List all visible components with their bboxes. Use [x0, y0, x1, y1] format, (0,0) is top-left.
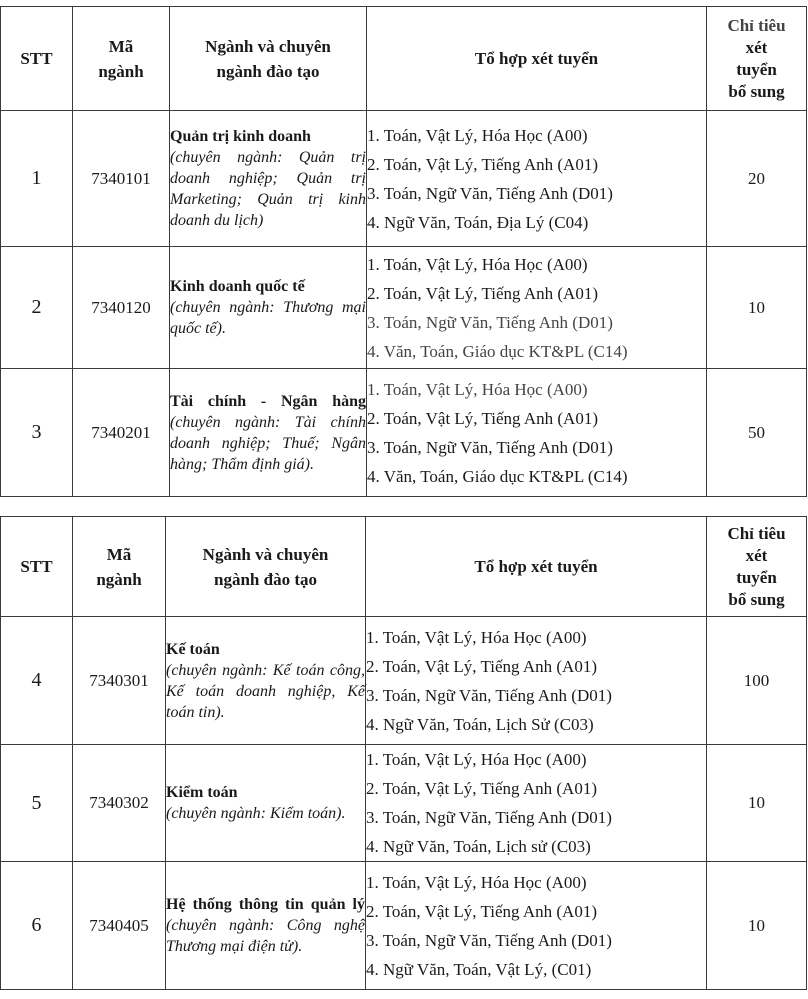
- table-row: [1, 745, 807, 862]
- header-major-code-line-2: ngành: [96, 569, 142, 589]
- combination-item: 3. Toán, Ngữ Văn, Tiếng Anh (D01): [367, 183, 613, 203]
- row-major: [170, 111, 367, 247]
- header-major-line-2: ngành đào tạo: [214, 569, 317, 589]
- admission-table-part-2: [0, 516, 807, 990]
- header-quota: [707, 517, 807, 617]
- row-major-code: 7340302: [73, 745, 166, 862]
- table-row: [1, 369, 807, 497]
- row-stt: 6: [1, 862, 73, 990]
- combination-item: 2. Toán, Vật Lý, Tiếng Anh (A01): [366, 901, 597, 921]
- table-row: [1, 111, 807, 247]
- row-combinations: [366, 862, 707, 990]
- header-combinations: Tổ hợp xét tuyển: [367, 7, 707, 111]
- combination-item: 4. Văn, Toán, Giáo dục KT&PL (C14): [367, 466, 628, 486]
- row-quota: 20: [707, 111, 807, 247]
- combination-item: 1. Toán, Vật Lý, Hóa Học (A00): [366, 627, 587, 647]
- row-stt: 1: [1, 111, 73, 247]
- admission-table: [0, 6, 807, 497]
- row-major: [170, 247, 367, 369]
- header-quota-line-4: bổ sung: [728, 589, 785, 609]
- header-row: [1, 517, 807, 617]
- major-specialization: (chuyên ngành: Tài chính doanh nghiệp; Thuế; Ngân hàng; Thẩm định giá).: [170, 413, 366, 473]
- major-name: Kinh doanh quốc tế: [170, 278, 305, 295]
- header-major-code: [73, 7, 170, 111]
- combination-item: 4. Ngữ Văn, Toán, Vật Lý, (C01): [366, 959, 592, 979]
- combination-item: 2. Toán, Vật Lý, Tiếng Anh (A01): [367, 154, 598, 174]
- row-stt: 3: [1, 369, 73, 497]
- admission-table-part-1: [0, 6, 807, 497]
- major-name: Tài chính - Ngân hàng: [170, 392, 366, 410]
- combination-item: 4. Ngữ Văn, Toán, Lịch sử (C03): [366, 837, 591, 856]
- row-major: [166, 617, 366, 745]
- major-name: Quản trị kinh doanh: [170, 128, 311, 145]
- row-stt: 4: [1, 617, 73, 745]
- header-major-line-2: ngành đào tạo: [216, 61, 320, 81]
- header-quota-line-1: Chỉ tiêu: [727, 523, 786, 543]
- combination-item: 3. Toán, Ngữ Văn, Tiếng Anh (D01): [366, 930, 612, 950]
- combination-item: 4. Ngữ Văn, Toán, Lịch Sử (C03): [366, 714, 594, 734]
- header-major-code: [73, 517, 166, 617]
- row-major: [166, 745, 366, 862]
- row-major-code: 7340405: [73, 862, 166, 990]
- combination-item: 1. Toán, Vật Lý, Hóa Học (A00): [366, 750, 587, 769]
- row-quota: 10: [707, 745, 807, 862]
- header-major-code-line-2: ngành: [98, 61, 144, 81]
- combination-item: 1. Toán, Vật Lý, Hóa Học (A00): [367, 125, 588, 145]
- row-combinations: [367, 369, 707, 497]
- row-quota: 10: [707, 247, 807, 369]
- row-quota: 10: [707, 862, 807, 990]
- table-row: [1, 862, 807, 990]
- row-combinations: [367, 111, 707, 247]
- row-combinations: [366, 617, 707, 745]
- header-major: [170, 7, 367, 111]
- row-major-code: 7340101: [73, 111, 170, 247]
- header-quota-line-3: tuyển: [736, 567, 777, 587]
- row-stt: 2: [1, 247, 73, 369]
- row-major-code: 7340301: [73, 617, 166, 745]
- combination-item: 3. Toán, Ngữ Văn, Tiếng Anh (D01): [367, 312, 613, 332]
- major-specialization: (chuyên ngành: Thương mại quốc tế).: [170, 299, 366, 337]
- header-combinations: Tổ hợp xét tuyển: [366, 517, 707, 617]
- header-major-code-line-1: Mã: [106, 544, 132, 564]
- major-name: Kiểm toán: [166, 784, 238, 801]
- header-major-line-1: Ngành và chuyên: [205, 36, 331, 56]
- header-quota-line-2: xét: [745, 37, 768, 57]
- combination-item: 2. Toán, Vật Lý, Tiếng Anh (A01): [367, 408, 598, 428]
- header-quota-line-1: Chỉ tiêu: [727, 15, 786, 35]
- header-stt: STT: [1, 7, 73, 111]
- table-row: [1, 247, 807, 369]
- header-quota: [707, 7, 807, 111]
- combination-item: 3. Toán, Ngữ Văn, Tiếng Anh (D01): [367, 437, 613, 457]
- header-major: [166, 517, 366, 617]
- combination-item: 1. Toán, Vật Lý, Hóa Học (A00): [366, 872, 587, 892]
- combination-item: 3. Toán, Ngữ Văn, Tiếng Anh (D01): [366, 808, 612, 827]
- major-specialization: (chuyên ngành: Kiểm toán).: [166, 805, 346, 822]
- combination-item: 3. Toán, Ngữ Văn, Tiếng Anh (D01): [366, 685, 612, 705]
- table-row: [1, 617, 807, 745]
- combination-item: 1. Toán, Vật Lý, Hóa Học (A00): [367, 379, 588, 399]
- header-stt: STT: [1, 517, 73, 617]
- header-major-line-1: Ngành và chuyên: [202, 544, 329, 564]
- major-specialization: (chuyên ngành: Công nghệ Thương mại điện tử).: [166, 917, 365, 955]
- row-quota: 100: [707, 617, 807, 745]
- major-name: Kế toán: [166, 640, 220, 658]
- header-row: [1, 7, 807, 111]
- header-quota-line-4: bổ sung: [728, 81, 785, 101]
- row-stt: 5: [1, 745, 73, 862]
- combination-item: 2. Toán, Vật Lý, Tiếng Anh (A01): [366, 779, 597, 798]
- combination-item: 4. Ngữ Văn, Toán, Địa Lý (C04): [367, 212, 589, 232]
- row-combinations: [366, 745, 707, 862]
- header-quota-line-3: tuyển: [736, 59, 777, 79]
- combination-item: 1. Toán, Vật Lý, Hóa Học (A00): [367, 254, 588, 274]
- major-specialization: (chuyên ngành: Kế toán công, Kế toán doanh nghiệp, Kế toán tin).: [166, 661, 365, 721]
- combination-item: 2. Toán, Vật Lý, Tiếng Anh (A01): [367, 283, 598, 303]
- combination-item: 4. Văn, Toán, Giáo dục KT&PL (C14): [367, 341, 628, 361]
- header-major-code-line-1: Mã: [108, 36, 134, 56]
- row-major-code: 7340201: [73, 369, 170, 497]
- major-specialization: (chuyên ngành: Quản trị doanh nghiệp; Quản trị Marketing; Quản trị kinh doanh du lịch): [170, 149, 366, 229]
- major-name: Hệ thống thông tin quản lý: [166, 896, 365, 913]
- header-quota-line-2: xét: [745, 545, 768, 565]
- row-combinations: [367, 247, 707, 369]
- row-quota: 50: [707, 369, 807, 497]
- admission-table: [0, 516, 807, 990]
- row-major-code: 7340120: [73, 247, 170, 369]
- combination-item: 2. Toán, Vật Lý, Tiếng Anh (A01): [366, 656, 597, 676]
- row-major: [166, 862, 366, 990]
- row-major: [170, 369, 367, 497]
